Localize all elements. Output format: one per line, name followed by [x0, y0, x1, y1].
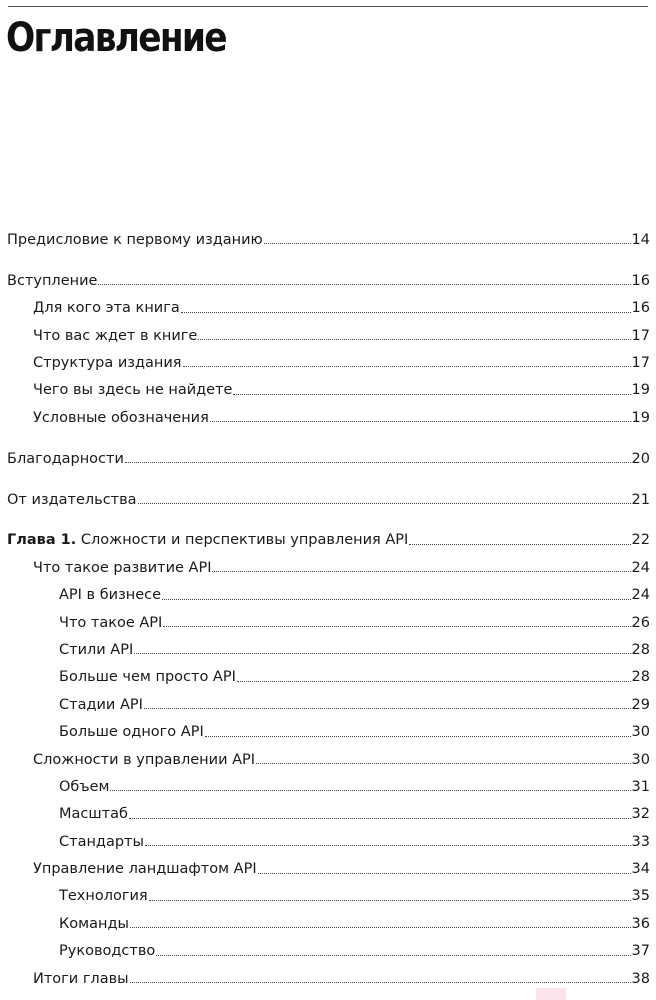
toc-entry-label [59, 807, 128, 826]
toc-entry-text: Для кого эта книга [33, 300, 180, 317]
toc-entry-page: 35 [631, 888, 650, 905]
toc-entry[interactable] [0, 771, 656, 798]
toc-entry-label [33, 356, 182, 375]
toc-entry-label [33, 383, 232, 402]
toc-entry-text: Больше одного API [59, 724, 204, 741]
toc-entry-text: Сложности и перспективы управления API [80, 532, 409, 549]
dot-leader [125, 462, 631, 463]
toc-entry-label [33, 862, 257, 881]
toc-entry-text: Предисловие к первому изданию [7, 231, 263, 248]
toc-entry-page: 30 [631, 751, 650, 768]
toc-entry-page: 20 [631, 450, 650, 467]
dot-leader [130, 982, 631, 983]
toc-entry-text: Чего вы здесь не найдете [33, 382, 233, 399]
dot-leader [210, 421, 631, 422]
toc-entry-text: Что такое развитие API [33, 559, 212, 576]
dot-leader [144, 708, 631, 709]
toc-entry-text: Что такое API [59, 614, 163, 631]
toc-entry[interactable] [0, 826, 656, 853]
toc-entry-label [33, 561, 211, 580]
page-title: Оглавление [6, 15, 226, 61]
toc-entry[interactable] [0, 661, 656, 688]
toc-entry-label [7, 493, 137, 512]
toc-entry-label [33, 411, 209, 430]
toc-entry-label [59, 917, 129, 936]
dot-leader [130, 927, 631, 928]
toc-entry-label [59, 944, 155, 963]
toc-entry-text: Что вас ждет в книге [33, 327, 198, 344]
toc-entry-page: 24 [631, 559, 650, 576]
toc-entry-text: Благодарности [7, 450, 124, 467]
toc-entry-page: 36 [631, 915, 650, 932]
toc-entry-page: 34 [631, 861, 650, 878]
toc-entry-text: Руководство [59, 943, 156, 960]
toc-entry-text: API в бизнесе [59, 587, 162, 604]
toc-entry[interactable] [0, 224, 656, 251]
dot-leader [212, 571, 630, 572]
toc-entry-text: Технология [59, 888, 148, 905]
toc-entry-label [7, 533, 408, 552]
toc-entry-text: Условные обозначения [33, 409, 209, 426]
chapter-prefix: Глава 1. [7, 532, 77, 549]
toc-entry-label [59, 835, 144, 854]
toc-entry[interactable] [0, 689, 656, 716]
toc-entry[interactable] [0, 798, 656, 825]
dot-leader [256, 763, 631, 764]
toc-entry[interactable] [0, 443, 656, 470]
dot-leader [409, 544, 630, 545]
toc-entry[interactable] [0, 908, 656, 935]
dot-leader [198, 339, 630, 340]
toc-entry-text: От издательства [7, 491, 137, 508]
toc-entry-page: 24 [631, 587, 650, 604]
table-of-contents [0, 224, 656, 990]
toc-entry-page: 28 [631, 641, 650, 658]
dot-leader [237, 681, 631, 682]
toc-entry[interactable] [0, 744, 656, 771]
toc-entry[interactable] [0, 881, 656, 908]
toc-entry[interactable] [0, 484, 656, 511]
toc-entry-label [59, 698, 143, 717]
toc-entry-label [7, 452, 124, 471]
toc-entry-label [59, 670, 236, 689]
toc-entry[interactable] [0, 716, 656, 743]
toc-entry-page: 29 [631, 696, 650, 713]
dot-leader [134, 653, 630, 654]
toc-entry[interactable] [0, 935, 656, 962]
dot-leader [163, 626, 630, 627]
dot-leader [181, 312, 631, 313]
toc-entry-page: 33 [631, 833, 650, 850]
toc-entry-text: Итоги главы [33, 970, 129, 987]
toc-entry-text: Структура издания [33, 354, 182, 371]
toc-entry[interactable] [0, 265, 656, 292]
dot-leader [110, 790, 630, 791]
toc-entry-text: Вступление [7, 272, 98, 289]
toc-entry-label [7, 233, 263, 252]
toc-entry-page: 16 [631, 272, 650, 289]
toc-entry-label [7, 274, 97, 293]
toc-entry[interactable] [0, 374, 656, 401]
toc-entry-text: Стадии API [59, 696, 143, 713]
dot-leader [233, 394, 630, 395]
toc-entry-page: 22 [631, 532, 650, 549]
dot-leader [149, 900, 631, 901]
dot-leader [183, 366, 631, 367]
toc-entry-page: 28 [631, 669, 650, 686]
toc-entry-label [33, 301, 180, 320]
toc-entry-label [59, 588, 161, 607]
toc-entry[interactable] [0, 525, 656, 552]
toc-entry-page: 19 [631, 409, 650, 426]
toc-entry[interactable] [0, 579, 656, 606]
toc-entry-page: 31 [631, 778, 650, 795]
toc-entry-page: 26 [631, 614, 650, 631]
toc-entry-text: Больше чем просто API [59, 669, 236, 686]
toc-entry-label [59, 643, 133, 662]
toc-entry[interactable] [0, 963, 656, 990]
toc-entry-label [59, 780, 109, 799]
toc-entry-label [59, 616, 162, 635]
toc-entry-label [59, 725, 204, 744]
toc-entry-text: Стили API [59, 641, 134, 658]
top-rule [8, 6, 648, 7]
dot-leader [138, 503, 631, 504]
toc-entry-page: 16 [631, 300, 650, 317]
toc-entry-page: 19 [631, 382, 650, 399]
toc-entry-label [33, 329, 197, 348]
page-marker [536, 988, 566, 1000]
toc-entry-label [59, 889, 148, 908]
toc-entry-page: 17 [631, 354, 650, 371]
dot-leader [129, 818, 631, 819]
dot-leader [205, 736, 631, 737]
toc-entry[interactable] [0, 634, 656, 661]
toc-entry[interactable] [0, 853, 656, 880]
toc-entry-text: Управление ландшафтом API [33, 861, 257, 878]
toc-entry-text: Объем [59, 778, 110, 795]
toc-entry-label [33, 753, 255, 772]
dot-leader [258, 873, 631, 874]
toc-entry-text: Масштаб [59, 806, 128, 823]
dot-leader [156, 955, 630, 956]
toc-entry-page: 38 [631, 970, 650, 987]
toc-entry-text: Команды [59, 915, 129, 932]
toc-entry-text: Стандарты [59, 833, 144, 850]
dot-leader [145, 845, 631, 846]
toc-entry-page: 21 [631, 491, 650, 508]
toc-entry-page: 30 [631, 724, 650, 741]
dot-leader [162, 599, 630, 600]
toc-entry-page: 14 [631, 231, 650, 248]
toc-entry-page: 17 [631, 327, 650, 344]
toc-entry-page: 37 [631, 943, 650, 960]
toc-entry[interactable] [0, 347, 656, 374]
toc-entry[interactable] [0, 402, 656, 429]
toc-entry-label [33, 972, 129, 991]
toc-entry[interactable] [0, 320, 656, 347]
toc-entry-text: Сложности в управлении API [33, 751, 256, 768]
toc-entry[interactable] [0, 292, 656, 319]
toc-entry-page: 32 [631, 806, 650, 823]
toc-entry[interactable] [0, 552, 656, 579]
dot-leader [98, 284, 630, 285]
toc-entry[interactable] [0, 607, 656, 634]
dot-leader [264, 243, 631, 244]
